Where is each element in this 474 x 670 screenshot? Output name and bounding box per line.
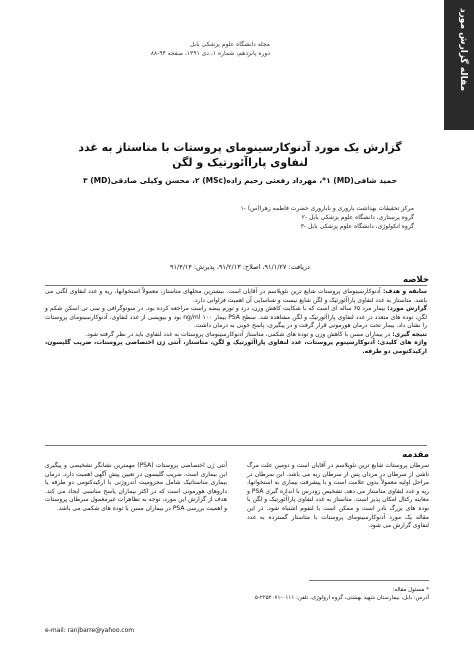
abstract-conclusion: [45, 331, 427, 340]
background-label: سابقه و هدف:: [382, 288, 427, 295]
divider: [45, 285, 427, 286]
divider: [45, 445, 427, 446]
article-type-label: مقاله گزارش مورد: [458, 8, 468, 92]
conclusion-label: نتیجه گیری:: [392, 330, 427, 338]
case-text: بیمار مرد ۶۵ ساله ای است که با شکایت کاهش وزن، درد و تورم بیضه راست مراجعه کرده بود. در سونوگرافی و سی تی اسکن شکم و لگن، توده های متعدد در غدد لنفاوی پاراآئورتیک و لگن مشاهده شد. سطح PSA بیمار ng/ml ۱۰۰ بود و بیوپسی از غدد لنفاوی، آدنوکارسینومای پروستات را نشان داد. بیمار تحت درمان هورمونی قرار گرفت و در پیگیری، پاسخ خوبی به درمان داشت.: [45, 305, 427, 329]
article-type-tab: [444, 0, 474, 130]
intro-column-left: آنتی ژن اختصاصی پروستات (PSA) مهمترین نشانگر تشخیصی و پیگیری این بیماری است. ضریب گلیسون در تعیین پیش آگهی اهمیت دارد. درمان بیماری متاستاتیک شامل محرومیت آندروژنی با ارکیدکتومی دو طرفه یا داروهای هورمونی است که در اکثر بیماران پاسخ مناسبی ایجاد می کند. هدف از گزارش این مورد، توجه به تظاهرات غیرمعمول سرطان پروستات و اهمیت بررسی PSA در بیماران مسن با توده های شکمی می باشد.: [45, 462, 227, 512]
paper-title: گزارش یک مورد آدنوکارسینومای پروستات با متاستاز به غدد لنفاوی پاراآئورتیک و لگن: [78, 141, 402, 169]
journal-issue: دوره پانزدهم، شماره ۱، دی ۱۳۹۱، صفحه ۹۴-۸۸: [150, 50, 270, 57]
affiliation-item: ۳- گروه انکولوژی، دانشگاه علوم پزشکی بابل: [300, 223, 414, 230]
submission-dates: دریافت: ۹۱/۱/۲۷، اصلاح: ۹۱/۲/۱۳، پذیرش: ۹۱/۴/۱۴: [170, 263, 310, 271]
abstract-heading: خلاصه: [403, 275, 429, 285]
abstract-background: [45, 288, 427, 305]
affiliation-item: ۱- مرکز تحقیقات بهداشت باروری و ناباروری حضرت فاطمه زهرا(س): [240, 205, 414, 212]
case-label: گزارش مورد:: [387, 305, 427, 312]
author-address: آدرس: بابل، بیمارستان شهید بهشتی، گروه ارولوژی، تلفن: ۰۱۱۱-۲۲۵۲۰۷۱-۵: [254, 595, 429, 601]
keywords-text: آدنوکارسینوم پروستات، غدد لنفاوی پاراآئورتیک و لگن، متاستاز، آنتی ژن اختصاصی پروستات، ضریب گلیسون، ارکیدکتومی دو طرفه.: [45, 339, 427, 355]
abstract-keywords: [45, 339, 427, 356]
author-list: حمید شافی(MD) ۱*، مهرداد رفعتی رحیم زاده(MSc) ۲، محسن وکیلی صادقی(MD) ۳: [83, 176, 397, 185]
affiliations: [154, 204, 414, 231]
abstract-case: [45, 305, 427, 331]
footnotes: [169, 586, 429, 602]
intro-column-right: سرطان پروستات شایع ترین نئوپلاسم در آقایان است و دومین علت مرگ ناشی از سرطان در مردان پس از سرطان ریه می باشد. این سرطان در مراحل اولیه معمولاً بدون علامت است و با پیشرفت بیماری به استخوانها، ریه و غدد لنفاوی متاستاز می دهد. تشخیص زودرس با اندازه گیری PSA و معاینه رکتال امکان پذیر است. متاستاز به غدد لنفاوی پاراآئورتیک و لگن با توده های بزرگ نادر است و ممکن است با لنفوم اشتباه شود. در این مقاله یک مورد آدنوکارسینومای پروستات با متاستاز گسترده به غدد لنفاوی گزارش می شود.: [247, 462, 429, 530]
abstract-body: [45, 288, 427, 356]
keywords-label: واژه های کلیدی:: [377, 339, 427, 346]
author-email: e-mail: ranjbarre@yahoo.com: [45, 627, 135, 634]
background-text: آدنوکارسینومای پروستات شایع ترین نئوپلاسم در آقایان است. بیشترین محلهای متاستاز، معمولاً استخوانها، ریه و غدد لنفاوی لگنی می باشد. متاستاز به غدد لنفاوی پاراآئورتیک و لگن شایع نیست و شناسایی آن اهمیت فراوانی دارد.: [45, 288, 427, 304]
affiliation-item: ۲- گروه پرستاری، دانشگاه علوم پزشکی بابل: [301, 214, 414, 221]
introduction-heading: مقدمه: [402, 450, 429, 460]
footnote-divider: [309, 580, 429, 581]
journal-header: [70, 40, 270, 58]
journal-name: مجله دانشگاه علوم پزشکی بابل: [190, 41, 270, 48]
corresponding-author: * مسئول مقاله:: [392, 587, 429, 593]
conclusion-text: در بیماران مسن با کاهش وزن و توده های شکمی، متاستاز آدنوکارسینومای پروستات به غدد لنفاوی باید در نظر گرفته شود.: [85, 330, 391, 338]
